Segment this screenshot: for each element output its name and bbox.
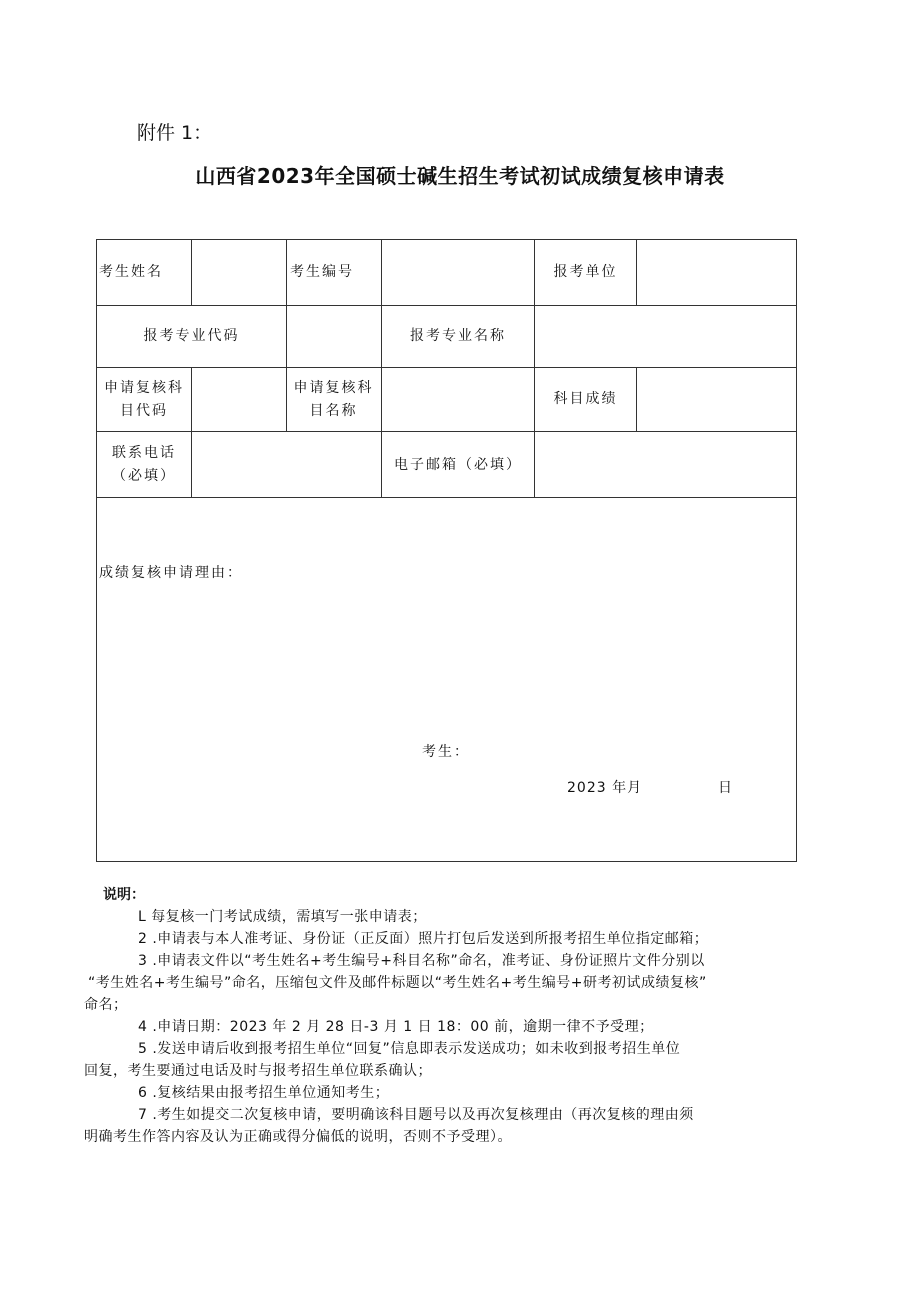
note-line: 明确考生作答内容及认为正确或得分偏低的说明，否则不予受理）。 (84, 1129, 512, 1145)
note-line: L 每复核一门考试成绩，需填写一张申请表； (138, 909, 427, 925)
attachment-label: 附件 1： (137, 122, 213, 144)
reason-label: 成绩复核申请理由： (99, 565, 243, 581)
email-label: 电子邮箱（必填） (394, 457, 522, 473)
subject-name-input[interactable] (384, 368, 534, 431)
subject-name-label: 申请复核科 目名称 (293, 380, 374, 419)
major-name-label: 报考专业名称 (410, 328, 506, 344)
note-line: 5 .发送申请后收到报考招生单位“回复”信息即表示发送成功；如未收到报考招生单位 (138, 1041, 681, 1057)
application-form-table (96, 239, 797, 862)
note-line: 6 .复核结果由报考招生单位通知考生； (138, 1085, 390, 1101)
page-title: 山西省2023年全国硕士碱生招生考试初试成绩复核申请表 (195, 164, 725, 188)
notes-heading: 说明： (103, 887, 145, 903)
unit-label: 报考单位 (553, 264, 618, 280)
note-line: 3 .申请表文件以“考生姓名+考生编号+科目名称”命名，准考证、身份证照片文件分别以 (138, 953, 705, 969)
email-input[interactable] (537, 432, 796, 497)
score-input[interactable] (639, 368, 796, 431)
subject-code-input[interactable] (194, 368, 286, 431)
date-label: 2023 年月 (567, 780, 643, 796)
reason-input[interactable] (99, 590, 794, 740)
note-line: 7 .考生如提交二次复核申请，要明确该科目题号以及再次复核理由（再次复核的理由须 (138, 1107, 694, 1123)
major-code-label: 报考专业代码 (143, 328, 240, 344)
name-input[interactable] (194, 240, 286, 305)
phone-label: 联系电话 （必填） (112, 445, 176, 484)
note-line: 回复，考生要通过电话及时与报考招生单位联系确认； (84, 1063, 432, 1079)
unit-input[interactable] (639, 240, 796, 305)
note-line: 命名； (84, 997, 128, 1013)
score-label: 科目成绩 (553, 391, 618, 407)
name-label: 考生姓名 (99, 264, 163, 280)
note-line: 2 .申请表与本人准考证、身份证（正反面）照片打包后发送到所报考招生单位指定邮箱； (138, 931, 709, 947)
exam-number-label: 考生编号 (290, 264, 354, 280)
subject-code-label: 申请复核科 目代码 (104, 380, 184, 419)
signature-label: 考生： (422, 744, 470, 760)
day-label: 日 (718, 780, 734, 796)
phone-input[interactable] (194, 432, 381, 497)
exam-number-input[interactable] (384, 240, 534, 305)
note-line: 4 .申请日期：2023 年 2 月 28 日-3 月 1 日 18：00 前，逾期一律不予受理； (138, 1019, 654, 1035)
major-name-input[interactable] (537, 306, 796, 367)
note-line: “考生姓名+考生编号”命名，压缩包文件及邮件标题以“考生姓名+考生编号+研考初试成绩复核” (88, 975, 707, 991)
major-code-input[interactable] (289, 306, 381, 367)
